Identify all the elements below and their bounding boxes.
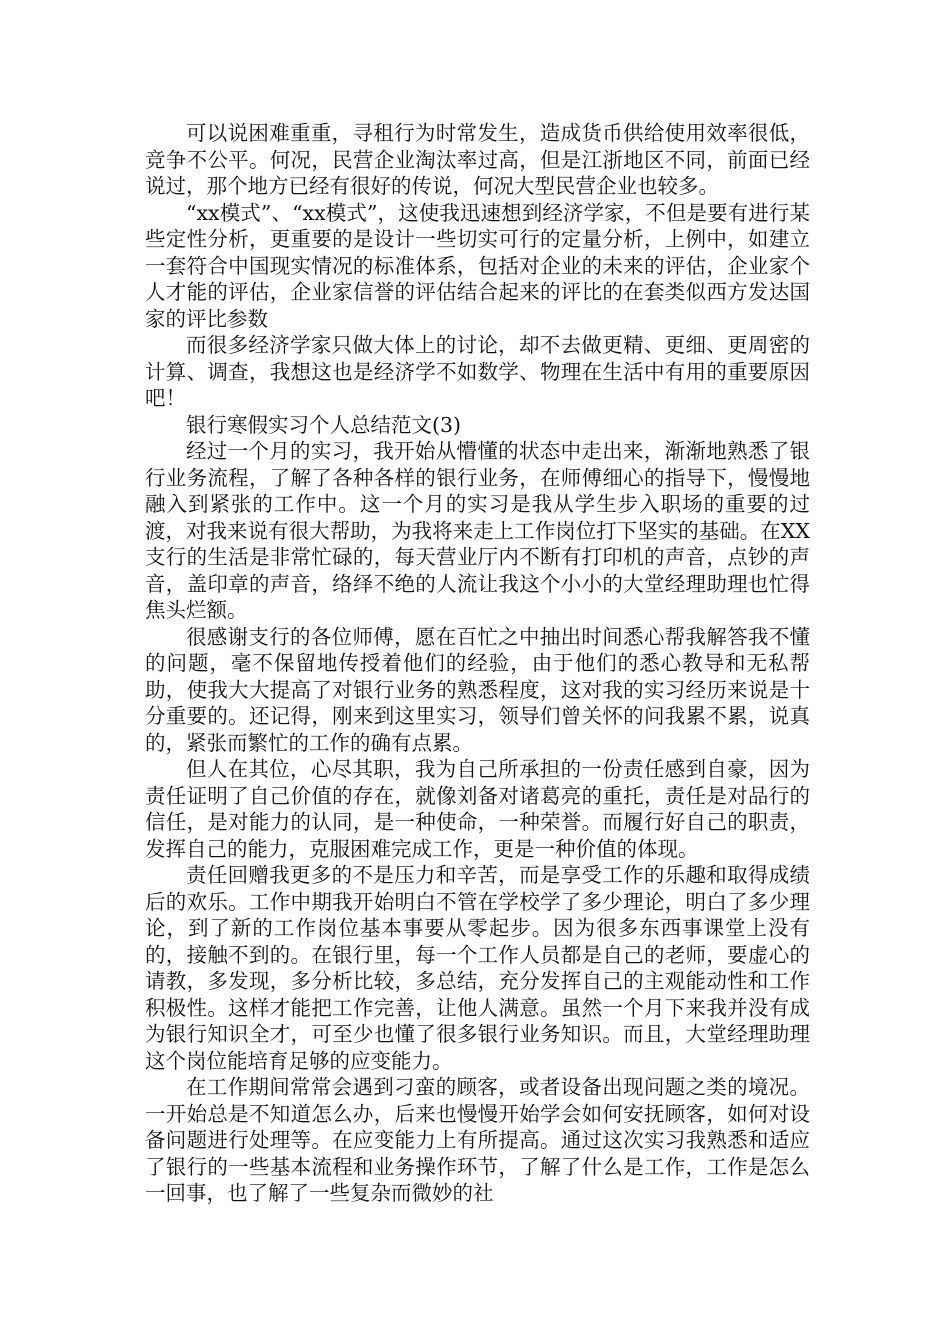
paragraph: 经过一个月的实习，我开始从懵懂的状态中走出来，渐渐地熟悉了银行业务流程，了解了各种各样的银行业务，在师傅细心的指导下，慢慢地融入到紧张的工作中。这一个月的实习是我从学生步入职场的重要的过渡，对我来说有很大帮助，为我将来走上工作岗位打下坚实的基础。在XX支行的生活是非常忙碌的，每天营业厅内不断有打印机的声音，点钞的声音，盖印章的声音，络绎不绝的人流让我这个小小的大堂经理助理也忙得焦头烂额。: [145, 439, 810, 622]
paragraph: 很感谢支行的各位师傅，愿在百忙之中抽出时间悉心帮我解答我不懂的问题，毫不保留地传授着他们的经验，由于他们的悉心教导和无私帮助，使我大大提高了对银行业务的熟悉程度，这对我的实习经历来说是十分重要的。还记得，刚来到这里实习，领导们曾关怀的问我累不累，说真的，紧张而繁忙的工作的确有点累。: [145, 624, 810, 755]
paragraph: 但人在其位，心尽其职，我为自己所承担的一份责任感到自豪，因为责任证明了自己价值的存在，就像刘备对诸葛亮的重托，责任是对品行的信任，是对能力的认同，是一种使命，一种荣誉。而履行好自己的职责，发挥自己的能力，克服困难完成工作，更是一种价值的体现。: [145, 757, 810, 861]
paragraph: 责任回赠我更多的不是压力和辛苦，而是享受工作的乐趣和取得成绩后的欢乐。工作中期我开始明白不管在学校学了多少理论，明白了多少理论，到了新的工作岗位基本事要从零起步。因为很多东西事课堂上没有的，接触不到的。在银行里，每一个工作人员都是自己的老师，要虚心的请教，多发现，多分析比较，多总结，充分发挥自己的主观能动性和工作积极性。这样才能把工作完善，让他人满意。虽然一个月下来我并没有成为银行知识全才，可至少也懂了很多银行业务知识。而且，大堂经理助理这个岗位能培育足够的应变能力。: [145, 863, 810, 1073]
paragraph: 可以说困难重重，寻租行为时常发生，造成货币供给使用效率很低，竞争不公平。何况，民营企业淘汰率过高，但是江浙地区不同，前面已经说过，那个地方已经有很好的传说，何况大型民营企业也较多。: [145, 121, 810, 198]
document-body: [145, 120, 810, 1207]
paragraph: “xx模式”、“xx模式”，这使我迅速想到经济学家，不但是要有进行某些定性分析，更重要的是设计一些切实可行的定量分析，上例中，如建立一套符合中国现实情况的标准体系，包括对企业的未来的评估，企业家个人才能的评估，企业家信誉的评估结合起来的评比的在套类似西方发达国家的评比参数: [145, 200, 810, 331]
section-heading: 银行寒假实习个人总结范文(3): [186, 412, 462, 437]
paragraph: 而很多经济学家只做大体上的讨论，却不去做更精、更细、更周密的计算、调查，我想这也是经济学不如数学、物理在生活中有用的重要原因吧！: [145, 333, 810, 410]
paragraph: 在工作期间常常会遇到刁蛮的顾客，或者设备出现问题之类的境况。一开始总是不知道怎么办，后来也慢慢开始学会如何安抚顾客，如何对设备问题进行处理等。在应变能力上有所提高。通过这次实习我熟悉和适应了银行的一些基本流程和业务操作环节，了解了什么是工作，工作是怎么一回事，也了解了一些复杂而微妙的社: [145, 1075, 810, 1205]
